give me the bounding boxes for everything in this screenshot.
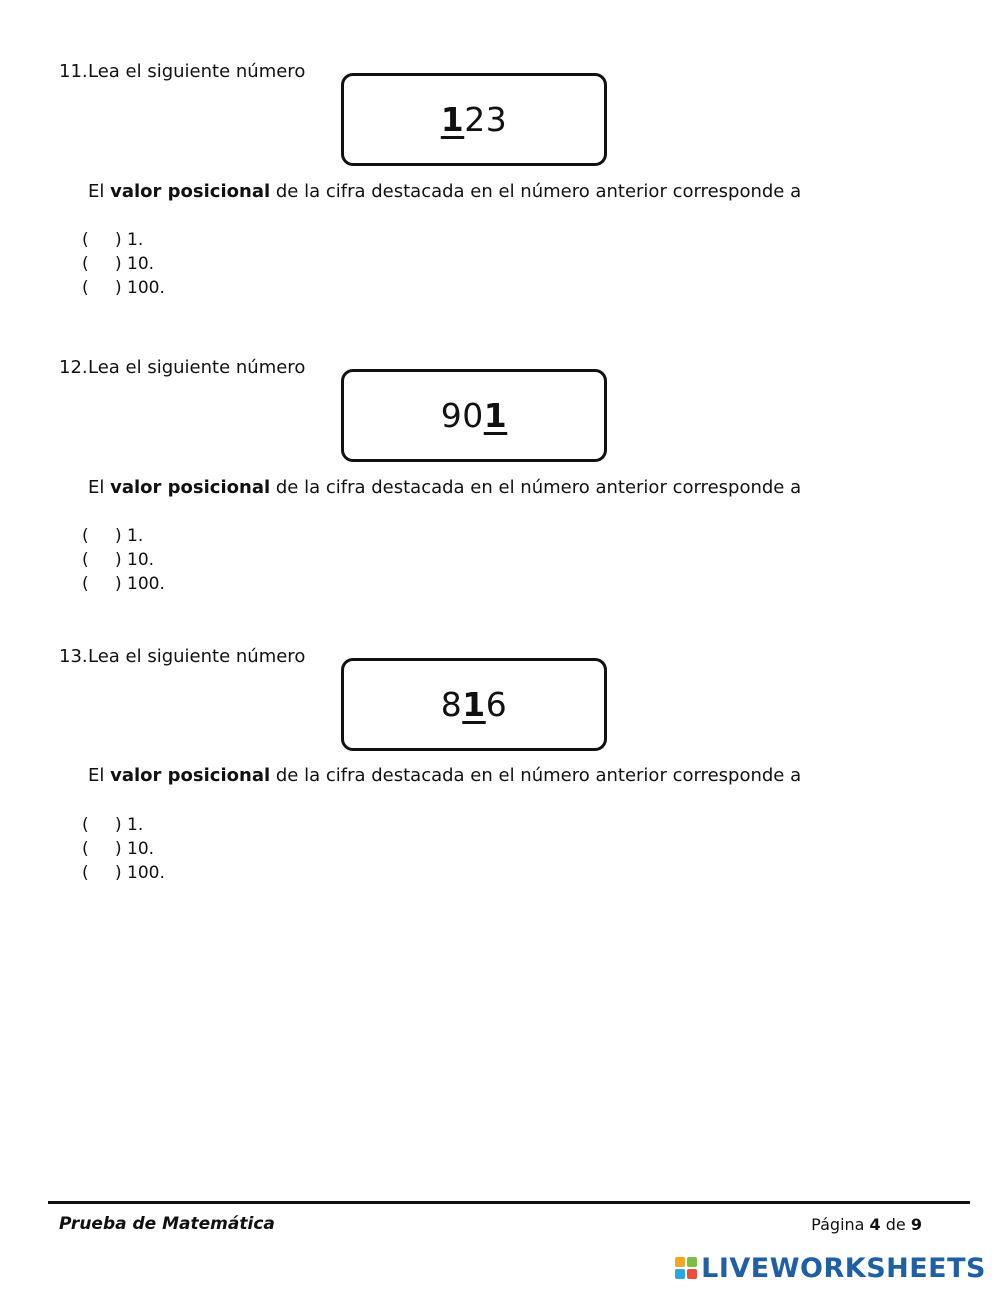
digits-after: 23	[464, 100, 508, 139]
question-number: 12.	[59, 357, 88, 378]
highlighted-digit: 1	[483, 396, 508, 435]
option-label: ) 100.	[115, 863, 165, 883]
option-label: ) 1.	[115, 526, 144, 546]
number-box	[341, 658, 607, 751]
liveworksheets-brand[interactable]	[675, 1251, 986, 1285]
statement-pre: El	[88, 765, 111, 786]
question-prompt: Lea el siguiente número	[88, 61, 306, 82]
answer-option[interactable]	[82, 837, 165, 861]
answer-options	[82, 524, 165, 596]
digits-before: 90	[440, 396, 484, 435]
answer-option[interactable]	[82, 252, 165, 276]
option-label: ) 10.	[115, 254, 155, 274]
brand-name: LIVEWORKSHEETS	[701, 1252, 986, 1284]
page-indicator	[811, 1215, 922, 1234]
page-current: 4	[869, 1215, 881, 1234]
answer-option[interactable]	[82, 276, 165, 300]
answer-option[interactable]	[82, 228, 165, 252]
logo-square-1	[675, 1257, 685, 1267]
answer-option[interactable]	[82, 813, 165, 837]
footer-divider	[48, 1201, 970, 1204]
footer-title: Prueba de Matemática	[59, 1214, 275, 1234]
highlighted-digit: 1	[462, 685, 486, 724]
logo-square-2	[687, 1257, 697, 1267]
statement-post: de la cifra destacada en el número anterior corresponde a	[270, 477, 802, 498]
statement-post: de la cifra destacada en el número anterior corresponde a	[270, 765, 802, 786]
answer-option[interactable]	[82, 861, 165, 885]
answer-options	[82, 813, 165, 885]
question-statement	[88, 181, 801, 203]
question-header	[59, 357, 305, 379]
option-blank[interactable]: (	[82, 526, 89, 546]
statement-pre: El	[88, 181, 111, 202]
question-12	[0, 357, 1000, 597]
option-blank[interactable]: (	[82, 278, 89, 298]
option-label: ) 1.	[115, 815, 144, 835]
statement-pre: El	[88, 477, 111, 498]
question-header	[59, 646, 305, 668]
number-box	[341, 73, 607, 166]
option-blank[interactable]: (	[82, 863, 89, 883]
question-statement	[88, 765, 801, 787]
answer-option[interactable]	[82, 548, 165, 572]
statement-bold: valor posicional	[110, 477, 271, 498]
question-prompt: Lea el siguiente número	[88, 357, 306, 378]
logo-square-4	[687, 1269, 697, 1279]
logo-square-3	[675, 1269, 685, 1279]
statement-bold: valor posicional	[110, 765, 271, 786]
question-statement	[88, 477, 801, 499]
option-blank[interactable]: (	[82, 839, 89, 859]
number-box	[341, 369, 607, 462]
page-total: 9	[910, 1215, 922, 1234]
option-label: ) 10.	[115, 550, 155, 570]
option-blank[interactable]: (	[82, 550, 89, 570]
option-label: ) 1.	[115, 230, 144, 250]
question-11	[0, 61, 1000, 301]
answer-options	[82, 228, 165, 300]
page-of: de	[880, 1215, 911, 1234]
option-label: ) 10.	[115, 839, 155, 859]
question-number: 11.	[59, 61, 88, 82]
answer-option[interactable]	[82, 524, 165, 548]
option-blank[interactable]: (	[82, 254, 89, 274]
question-prompt: Lea el siguiente número	[88, 646, 306, 667]
question-number: 13.	[59, 646, 88, 667]
liveworksheets-logo-icon	[675, 1257, 697, 1279]
answer-option[interactable]	[82, 572, 165, 596]
question-13	[0, 646, 1000, 886]
page-label: Página	[811, 1215, 870, 1234]
option-label: ) 100.	[115, 278, 165, 298]
question-header	[59, 61, 305, 83]
option-label: ) 100.	[115, 574, 165, 594]
option-blank[interactable]: (	[82, 815, 89, 835]
option-blank[interactable]: (	[82, 230, 89, 250]
statement-bold: valor posicional	[110, 181, 271, 202]
highlighted-digit: 1	[440, 100, 465, 139]
digits-before: 8	[440, 685, 463, 724]
option-blank[interactable]: (	[82, 574, 89, 594]
digits-after: 6	[485, 685, 508, 724]
statement-post: de la cifra destacada en el número anterior corresponde a	[270, 181, 802, 202]
